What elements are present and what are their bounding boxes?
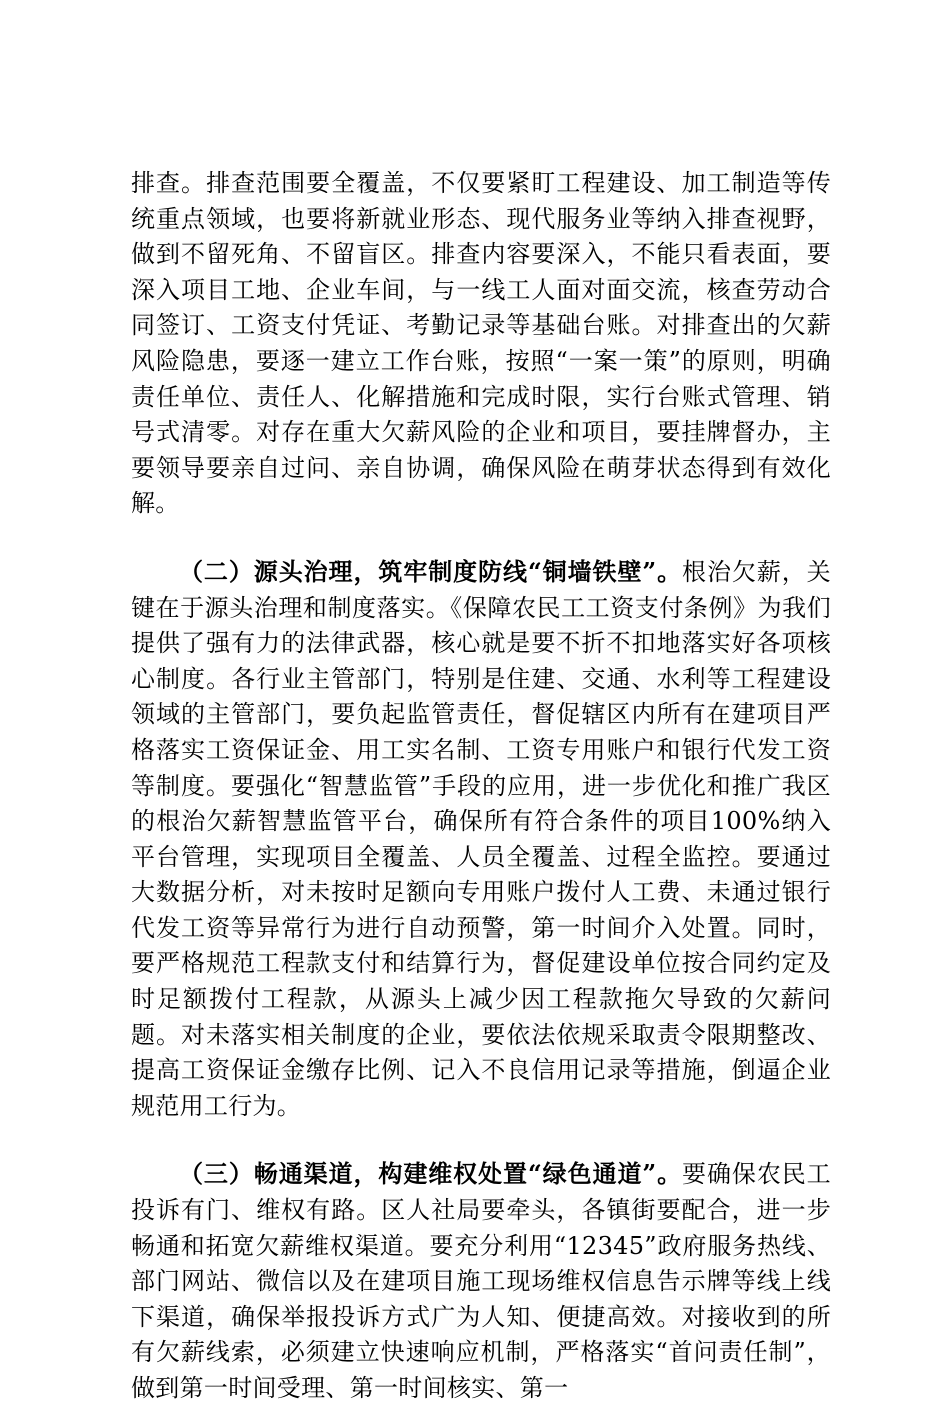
paragraph-text: 要确保农民工投诉有门、维权有路。区人社局要牵头，各镇街要配合，进一步畅通和拓宽欠薪维权渠道。要充分利用“12345”政府服务热线、部门网站、微信以及在建项目施工现场维权信息告示牌等线上线下渠道，确保举报投诉方式广为人知、便捷高效。对接收到的所有欠薪线索，必须建立快速响应机制，严格落实“首问责任制”，做到第一时间受理、第一时间核实、第一 [131,1160,831,1402]
section-heading-3: （三）畅通渠道，构建维权处置“绿色通道”。 [179,1159,683,1189]
paragraph-section-3 [131,1156,831,1406]
paragraph-text: 根治欠薪，关键在于源头治理和制度落实。《保障农民工工资支付条例》为我们提供了强有力的法律武器，核心就是要不折不扣地落实好各项核心制度。各行业主管部门，特别是住建、交通、水利等工程建设领域的主管部门，要负起监管责任，督促辖区内所有在建项目严格落实工资保证金、用工实名制、工资专用账户和银行代发工资等制度。要强化“智慧监管”手段的应用，进一步优化和推广我区的根治欠薪智慧监管平台，确保所有符合条件的项目100%纳入平台管理，实现项目全覆盖、人员全覆盖、过程全监控。要通过大数据分析，对未按时足额向专用账户拨付人工费、未通过银行代发工资等异常行为进行自动预警，第一时间介入处置。同时，要严格规范工程款支付和结算行为，督促建设单位按合同约定及时足额拨付工程款，从源头上减少因工程款拖欠导致的欠薪问题。对未落实相关制度的企业，要依法依规采取责令限期整改、提高工资保证金缴存比例、记入不良信用记录等措施，倒逼企业规范用工行为。 [131,557,831,1120]
paragraph-section-2 [131,554,831,1125]
paragraph-text: 排查。排查范围要全覆盖，不仅要紧盯工程建设、加工制造等传统重点领域，也要将新就业形态、现代服务业等纳入排查视野，做到不留死角、不留盲区。排查内容要深入，不能只看表面，要深入项目工地、企业车间，与一线工人面对面交流，核查劳动合同签订、工资支付凭证、考勤记录等基础台账。对排查出的欠薪风险隐患，要逐一建立工作台账，按照“一案一策”的原则，明确责任单位、责任人、化解措施和完成时限，实行台账式管理、销号式清零。对存在重大欠薪风险的企业和项目，要挂牌督办，主要领导要亲自过问、亲自协调，确保风险在萌芽状态得到有效化解。 [131,169,831,518]
document-body [131,166,831,1407]
paragraph-continued [131,166,831,522]
section-heading-2: （二）源头治理，筑牢制度防线“铜墙铁壁”。 [179,556,683,586]
